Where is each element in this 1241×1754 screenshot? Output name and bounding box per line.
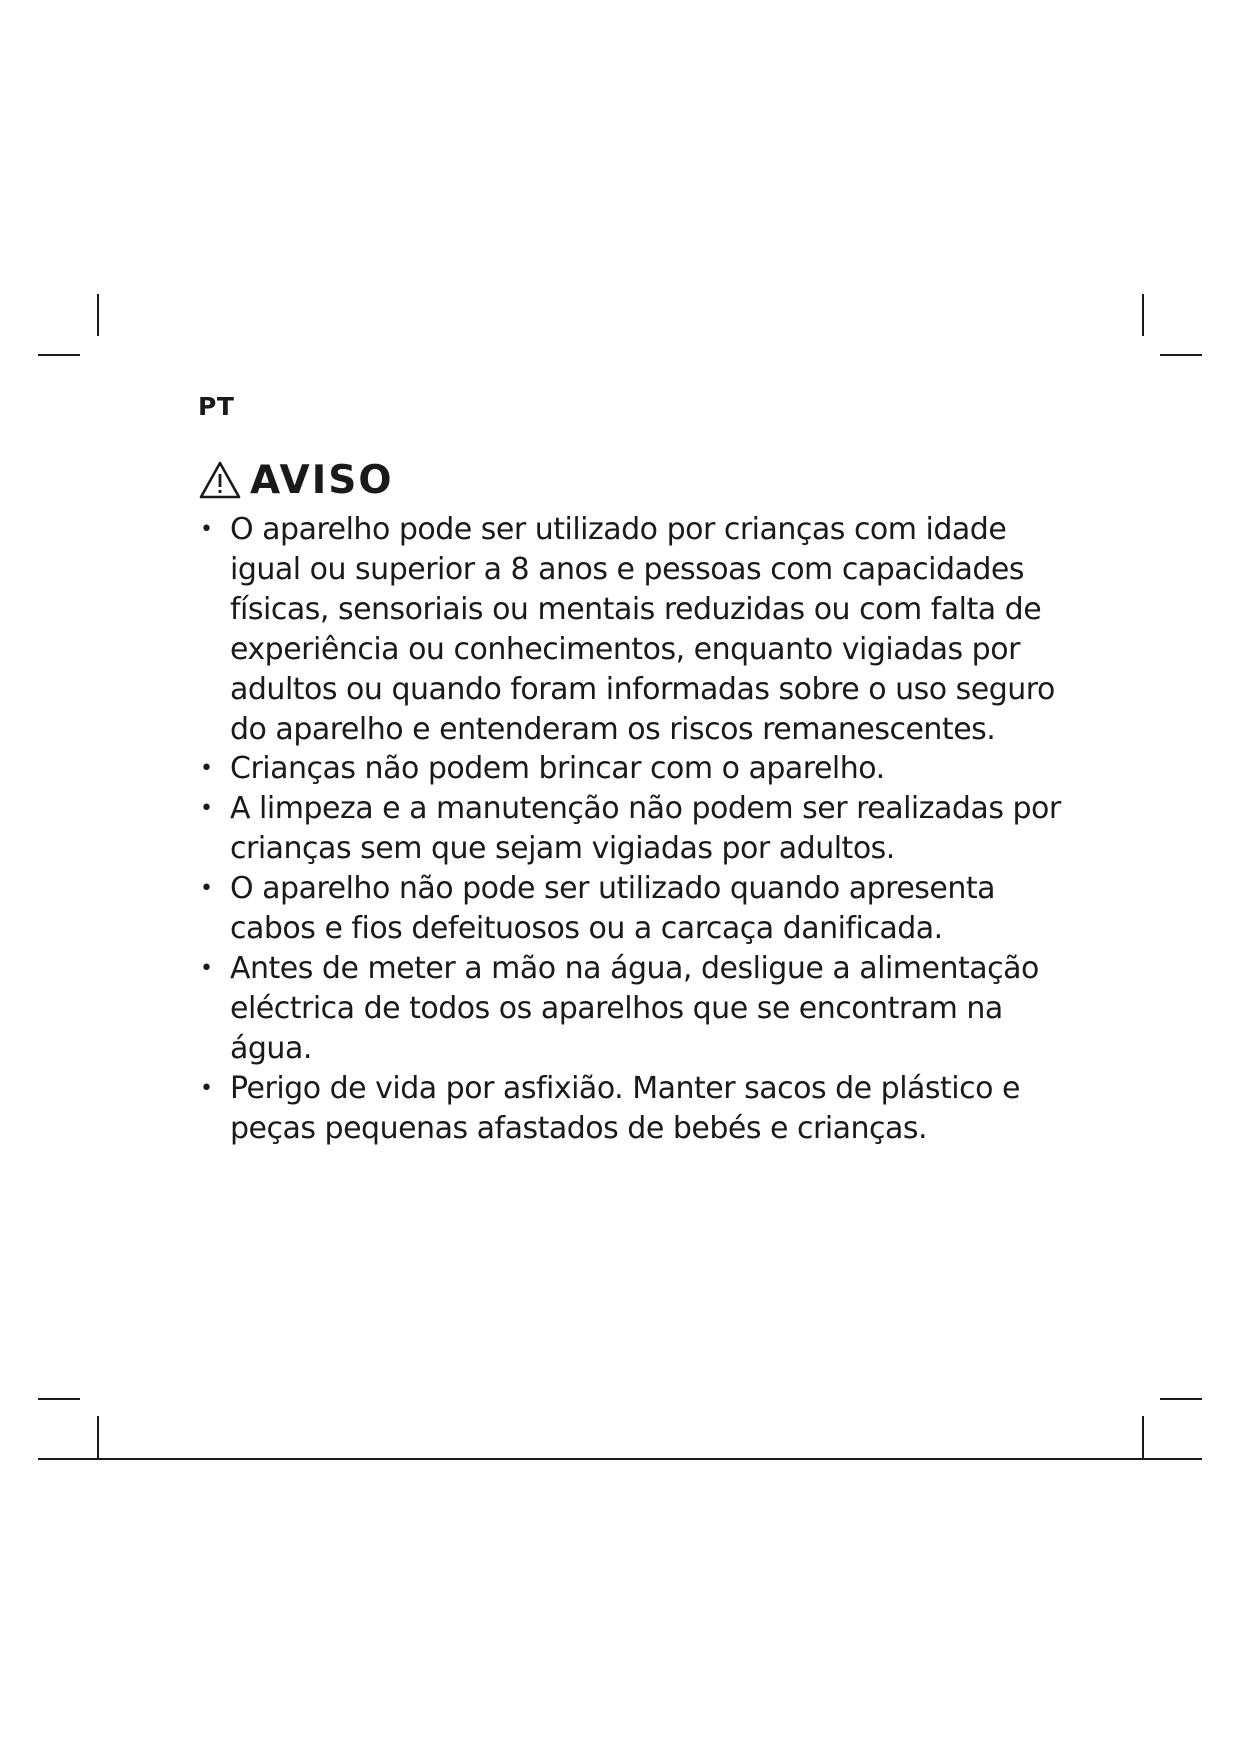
bullet-icon: • xyxy=(200,756,213,782)
bullet-icon: • xyxy=(200,1075,213,1101)
bullet-icon: • xyxy=(200,796,213,822)
bullet-icon: • xyxy=(200,876,213,902)
crop-mark xyxy=(1142,1416,1144,1458)
list-item: • Crianças não podem brincar com o aparelho. xyxy=(200,749,1080,789)
crop-mark xyxy=(38,354,80,356)
language-code: PT xyxy=(198,392,235,421)
bullet-icon: • xyxy=(200,517,213,542)
list-item: • A limpeza e a manutenção não podem ser realizadas por crianças sem que sejam vigiadas por adultos. xyxy=(200,791,1061,867)
list-item: • O aparelho não pode ser utilizado quando apresenta cabos e fios defeituosos ou a carcaça danificada. xyxy=(200,871,996,947)
warning-heading xyxy=(198,455,393,505)
crop-mark xyxy=(38,1398,80,1400)
crop-mark xyxy=(1160,1398,1202,1400)
crop-mark xyxy=(97,294,99,336)
crop-mark xyxy=(1142,294,1144,336)
crop-mark xyxy=(1160,354,1202,356)
list-item: • O aparelho pode ser utilizado por crianças com idade igual ou superior a 8 anos e pessoas com capacidades físicas, sensoriais ou mentais reduzidas ou com falta de experiência ou conhecimentos, enquanto vigiadas por adultos ou quando foram informadas sobre o uso seguro do aparelho e entenderam os riscos remanescentes. xyxy=(200,512,1055,747)
list-item: • Perigo de vida por asfixião. Manter sacos de plástico e peças pequenas afastados de bebés e crianças. xyxy=(200,1070,1020,1146)
page-bottom-line xyxy=(38,1458,1202,1460)
warning-title: AVISO xyxy=(250,457,394,503)
crop-mark xyxy=(97,1416,99,1458)
warning-triangle-icon xyxy=(198,460,242,500)
list-item: • Antes de meter a mão na água, desligue a alimentação eléctrica de todos os aparelhos que se encontram na água. xyxy=(200,950,1039,1066)
bullet-icon: • xyxy=(200,955,213,981)
warning-list xyxy=(200,510,1080,1149)
